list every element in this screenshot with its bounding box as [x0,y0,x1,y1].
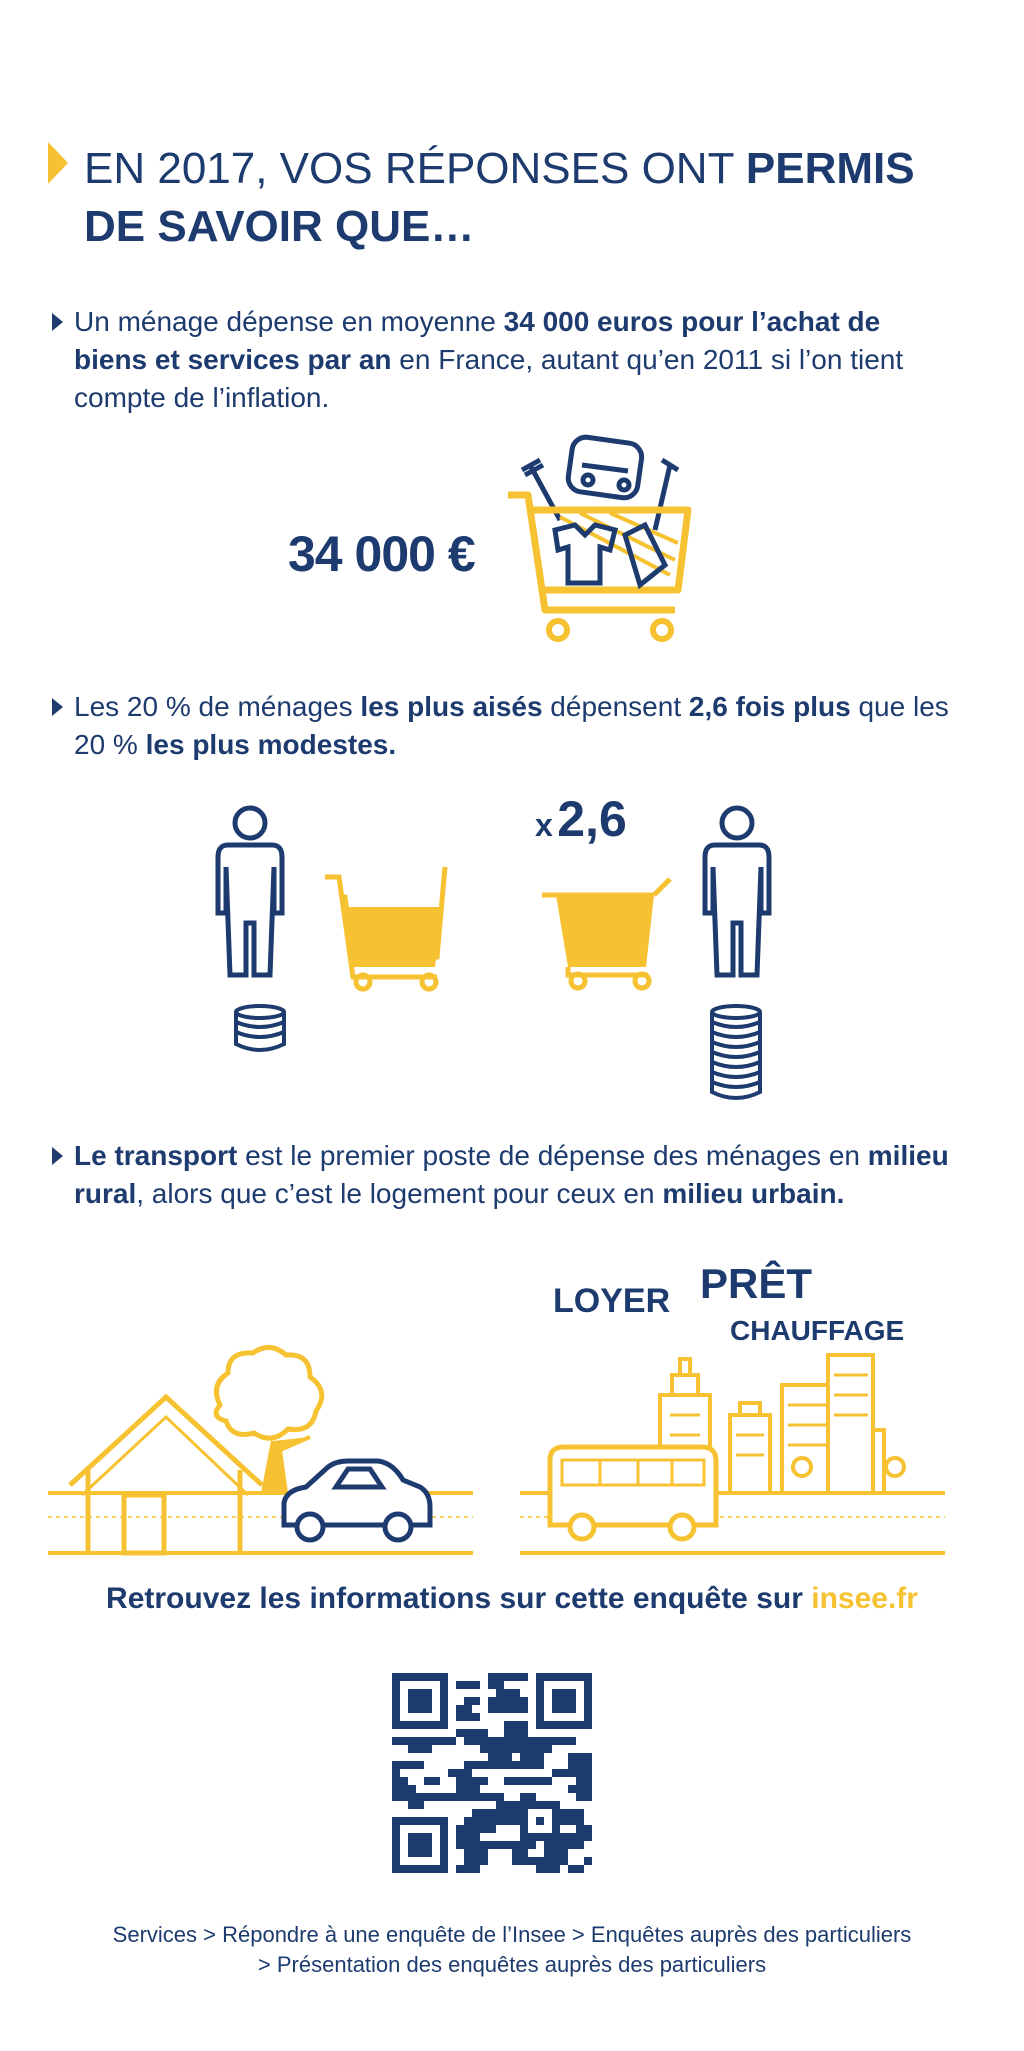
bullet-inequality [52,688,952,764]
shopping-cart-icon [325,877,455,989]
urban-scene [520,1345,945,1560]
insee-link[interactable]: insee.fr [811,1582,918,1615]
car-icon [284,1461,430,1540]
amount-figure: 34 000 € [288,526,475,582]
bullet-arrow-icon [52,698,63,716]
multiplier-value: 2,6 [557,791,627,847]
bullet-text: en France, autant qu’en 2011 si l’on tient compte de l’inflation. [74,344,904,413]
multiplier-label [535,790,627,848]
cta-text: Retrouvez les informations sur cette enquête sur [106,1582,812,1615]
rural-scene [48,1345,473,1560]
bullet-arrow-icon [52,313,63,331]
car-icon [566,435,643,499]
multiplier-x: x [535,807,553,843]
bullet-transport [52,1137,952,1213]
bullet-text: Les 20 % de ménages [74,691,361,722]
person-icon [210,805,290,985]
word-pret: PRÊT [700,1260,813,1307]
page-title [84,140,984,256]
qr-code[interactable] [392,1673,592,1873]
coin-stack-icon [232,1004,292,1054]
bullet-text: que les 20 % [74,691,949,760]
shopping-cart-icon [500,425,700,645]
bullet-bold: les plus aisés [360,691,543,722]
shopping-cart-icon [542,875,672,987]
title-bold-text-2: DE SAVOIR QUE… [84,202,475,251]
bullet-bold: les plus modestes. [145,729,397,760]
bullet-bold: milieu rural [74,1140,949,1209]
bullet-spending [52,303,952,417]
bullet-bold: 2,6 fois plus [688,691,851,722]
footer-line-2[interactable]: > Présentation des enquêtes auprès des particuliers [257,1952,767,1977]
bullet-bold: milieu urbain. [662,1178,845,1209]
word-loyer: LOYER [553,1282,671,1320]
footer-line-1[interactable]: Services > Répondre à une enquête de l’Insee > Enquêtes auprès des particuliers [112,1922,912,1947]
title-bold-text: PERMIS [745,144,915,193]
bullet-text: Un ménage dépense en moyenne [74,306,504,337]
footer-breadcrumb [0,1920,1024,1980]
bullet-text: est le premier poste de dépense des ménages en [237,1140,868,1171]
house-icon [70,1397,262,1553]
word-chauffage: CHAUFFAGE [730,1315,905,1346]
bus-icon [550,1447,716,1539]
title-light-text: EN 2017, VOS RÉPONSES ONT [84,144,746,193]
title-marker-icon [48,142,68,184]
coin-stack-icon [708,1004,768,1104]
cta-line [0,1582,1024,1616]
bullet-bold: 34 000 euros pour l’achat de biens et services par an [74,306,881,375]
bullet-text: , alors que c’est le logement pour ceux en [136,1178,663,1209]
tree-icon [216,1347,322,1493]
bullet-bold: Le transport [74,1140,238,1171]
bullet-text: dépensent [542,691,689,722]
person-icon [697,805,777,985]
bullet-arrow-icon [52,1147,63,1165]
